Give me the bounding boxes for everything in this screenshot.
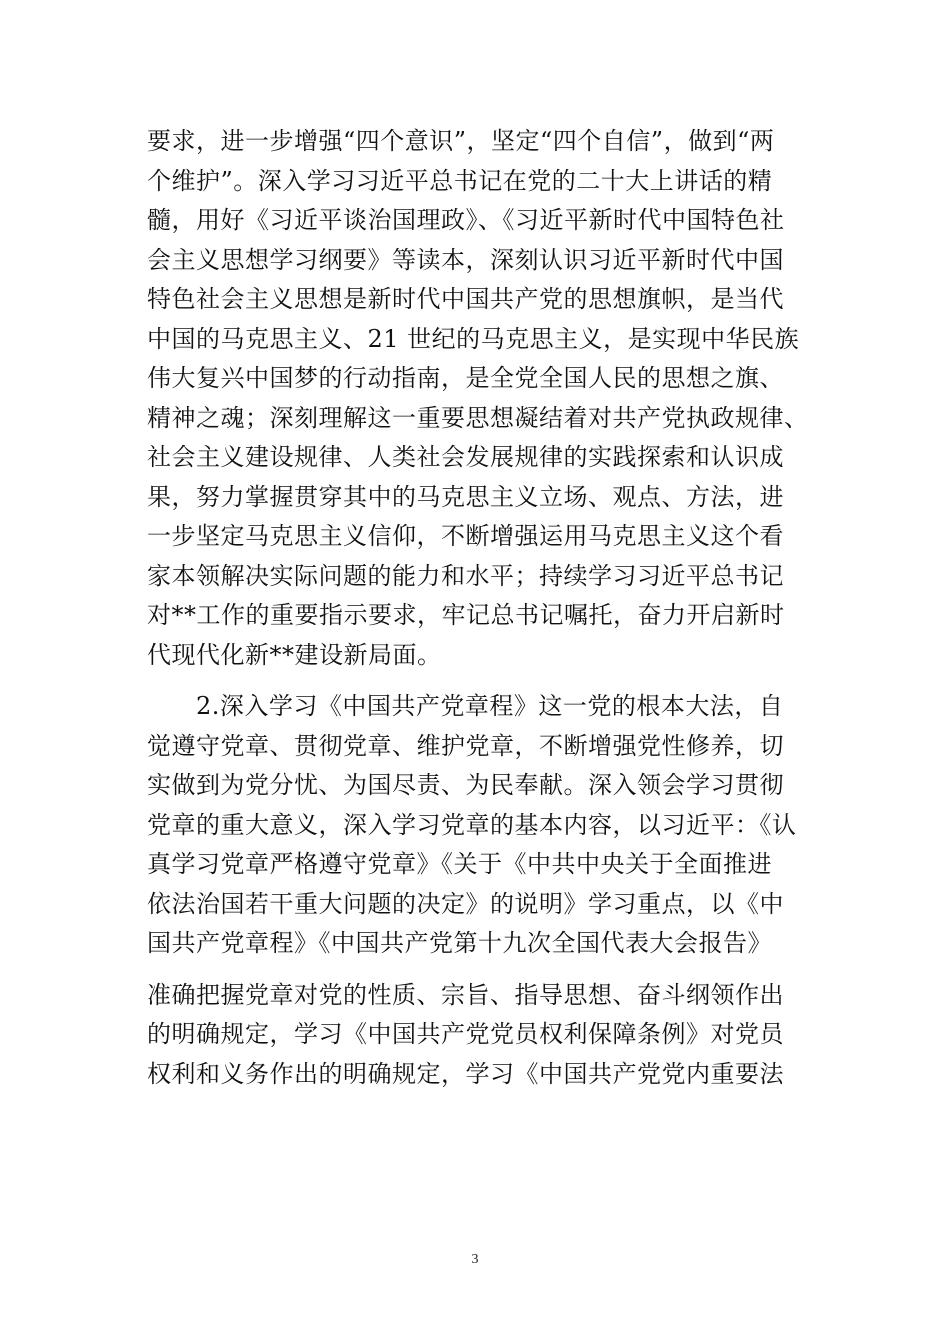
text-line: 伟大复兴中国梦的行动指南，是全党全国人民的思想之旗、 xyxy=(147,364,784,392)
text-line: 实做到为党分忧、为国尽责、为民奉献。深入领会学习贯彻 xyxy=(147,771,784,799)
paragraph-1 xyxy=(147,122,827,675)
paragraph-3 xyxy=(147,976,827,1095)
text-line: 真学习党章严格遵守党章》《关于《中共中央关于全面推进 xyxy=(147,850,772,878)
text-line: 家本领解决实际问题的能力和水平；持续学习习近平总书记 xyxy=(147,561,784,590)
text-line: 准确把握党章对党的性质、宗旨、指导思想、奋斗纲领作出 xyxy=(147,980,784,1009)
paragraph-2 xyxy=(147,687,827,964)
page-number: 3 xyxy=(471,1252,479,1267)
text-line: 对**工作的重要指示要求，牢记总书记嘱托，奋力开启新时 xyxy=(147,601,785,629)
paragraph-gap xyxy=(147,675,827,687)
text-line: 党章的重大意义，深入学习党章的基本内容，以习近平：《认 xyxy=(147,810,797,839)
text-line: 权利和义务作出的明确规定，学习《中国共产党党内重要法 xyxy=(147,1059,784,1088)
text-line: 要求，进一步增强“四个意识”，坚定“四个自信”，做到“两 xyxy=(147,127,775,155)
body-text xyxy=(147,122,827,1094)
text-line: 果，努力掌握贯穿其中的马克思主义立场、观点、方法，进 xyxy=(147,482,784,511)
text-line: 个维护”。深入学习习近平总书记在党的二十大上讲话的精 xyxy=(147,166,773,195)
text-line: 髓，用好《习近平谈治国理政》、《习近平新时代中国特色社 xyxy=(147,206,785,234)
text-line: 社会主义建设规律、人类社会发展规律的实践探索和认识成 xyxy=(147,443,784,471)
text-line: 特色社会主义思想是新时代中国共产党的思想旗帜，是当代 xyxy=(147,285,784,313)
text-line: 会主义思想学习纲要》等读本，深刻认识习近平新时代中国 xyxy=(147,245,784,274)
text-line: 依法治国若干重大问题的决定》的说明》学习重点，以《中 xyxy=(147,889,784,918)
paragraph-gap xyxy=(147,964,827,976)
text-line: 2.深入学习《中国共产党章程》这一党的根本大法，自 xyxy=(147,692,784,720)
text-line: 觉遵守党章、贯彻党章、维护党章，不断增强党性修养，切 xyxy=(147,731,784,760)
text-line: 精神之魂；深刻理解这一重要思想凝结着对共产党执政规律、 xyxy=(147,403,809,432)
text-line: 代现代化新**建设新局面。 xyxy=(147,640,442,669)
text-line: 国共产党章程》《中国共产党第十九次全国代表大会报告》 xyxy=(147,929,772,957)
text-line: 的明确规定，学习《中国共产党党员权利保障条例》对党员 xyxy=(147,1020,784,1048)
text-line: 中国的马克思主义、21 世纪的马克思主义，是实现中华民族 xyxy=(147,324,800,353)
text-line: 一步坚定马克思主义信仰，不断增强运用马克思主义这个看 xyxy=(147,522,784,550)
